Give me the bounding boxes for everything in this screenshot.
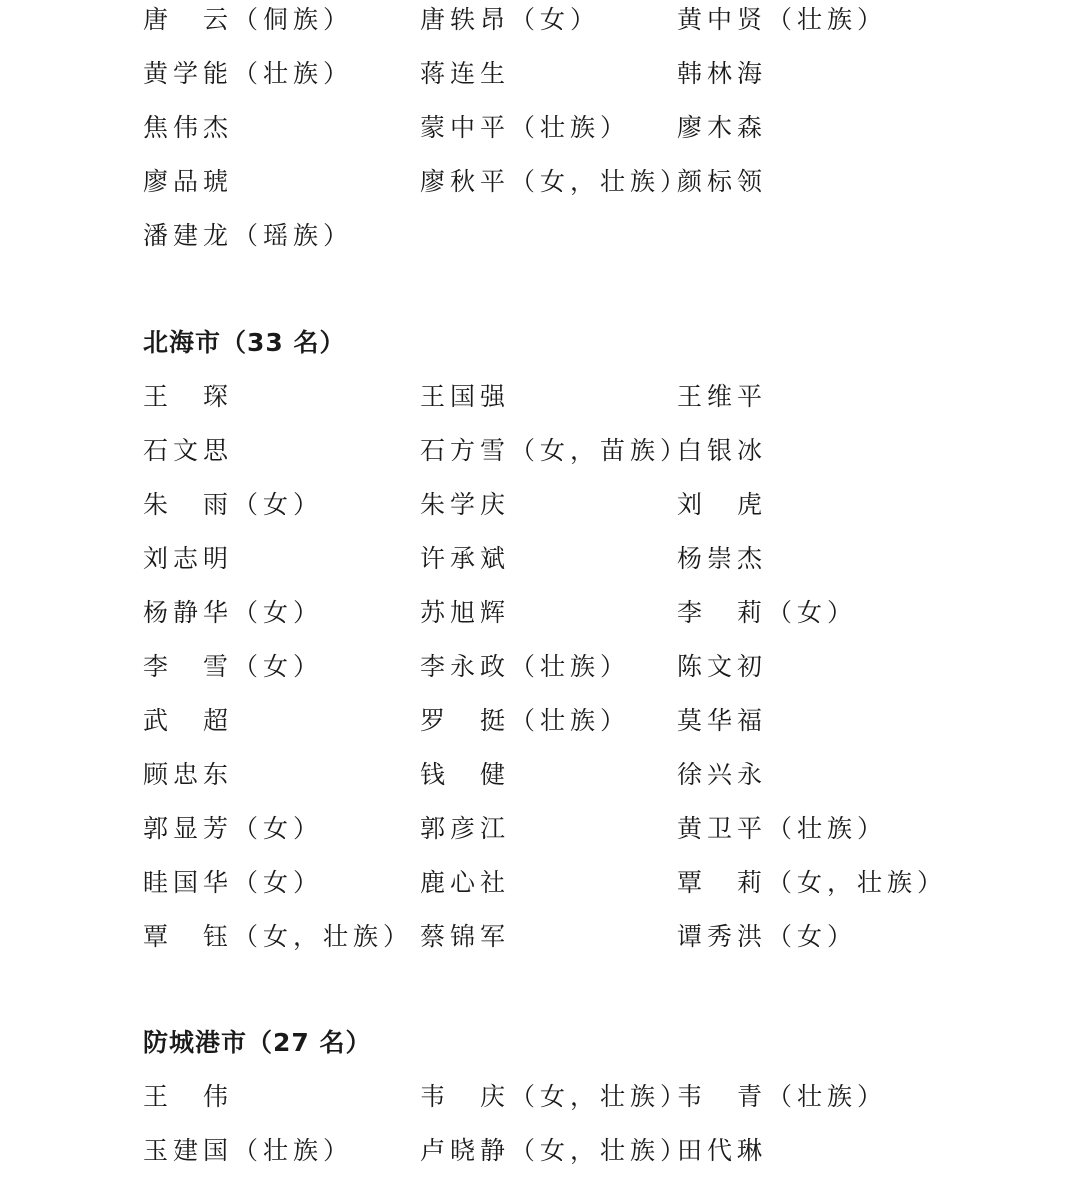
name-entry: 蒋连生 xyxy=(420,59,511,88)
name-row xyxy=(0,485,1080,539)
name-entry: 廖木森 xyxy=(677,113,768,142)
name-entry: 蔡锦军 xyxy=(420,922,511,951)
name-entry: 武 超 xyxy=(143,706,234,735)
name-entry: 徐兴永 xyxy=(677,760,768,789)
name-entry: 焦伟杰 xyxy=(143,113,234,142)
name-entry: 刘 虎 xyxy=(677,490,768,519)
section-heading: 防城港市（27 名） xyxy=(143,1028,372,1057)
name-entry: 唐轶昂（女） xyxy=(420,5,601,34)
name-entry: 覃 钰（女，壮族） xyxy=(143,922,414,951)
name-entry: 卢晓静（女，壮族） xyxy=(420,1136,691,1165)
name-entry: 罗 挺（壮族） xyxy=(420,706,631,735)
name-entry: 潘建龙（瑶族） xyxy=(143,221,354,250)
name-entry: 刘志明 xyxy=(143,544,234,573)
name-row xyxy=(0,0,1080,54)
name-entry: 许承斌 xyxy=(420,544,511,573)
name-entry: 韦 庆（女，壮族） xyxy=(420,1082,691,1111)
name-entry: 杨静华（女） xyxy=(143,598,324,627)
name-row xyxy=(0,593,1080,647)
name-entry: 王 伟 xyxy=(143,1082,234,1111)
name-entry: 王国强 xyxy=(420,382,511,411)
name-entry: 杨崇杰 xyxy=(677,544,768,573)
name-entry: 李 雪（女） xyxy=(143,652,324,681)
name-entry: 鹿心社 xyxy=(420,868,511,897)
name-entry: 谭秀洪（女） xyxy=(677,922,858,951)
name-row xyxy=(0,377,1080,431)
name-row xyxy=(0,809,1080,863)
name-entry: 朱 雨（女） xyxy=(143,490,324,519)
name-entry: 颜标领 xyxy=(677,167,768,196)
name-entry: 王 琛 xyxy=(143,382,234,411)
name-entry: 韩林海 xyxy=(677,59,768,88)
name-entry: 黄中贤（壮族） xyxy=(677,5,888,34)
name-row xyxy=(0,701,1080,755)
name-row xyxy=(0,647,1080,701)
name-entry: 白银冰 xyxy=(677,436,768,465)
name-entry: 王维平 xyxy=(677,382,768,411)
name-entry: 廖秋平（女，壮族） xyxy=(420,167,691,196)
name-entry: 李永政（壮族） xyxy=(420,652,631,681)
name-entry: 莫华福 xyxy=(677,706,768,735)
name-entry: 朱学庆 xyxy=(420,490,511,519)
name-entry: 苏旭辉 xyxy=(420,598,511,627)
name-entry: 石方雪（女，苗族） xyxy=(420,436,691,465)
name-entry: 郭显芳（女） xyxy=(143,814,324,843)
name-entry: 石文思 xyxy=(143,436,234,465)
name-row xyxy=(0,755,1080,809)
name-entry: 郭彦江 xyxy=(420,814,511,843)
name-entry: 李 莉（女） xyxy=(677,598,858,627)
name-entry: 黄学能（壮族） xyxy=(143,59,354,88)
name-entry: 韦 青（壮族） xyxy=(677,1082,888,1111)
name-row xyxy=(0,539,1080,593)
name-entry: 田代琳 xyxy=(677,1136,768,1165)
name-entry: 眭国华（女） xyxy=(143,868,324,897)
name-entry: 黄卫平（壮族） xyxy=(677,814,888,843)
name-entry: 唐 云（侗族） xyxy=(143,5,354,34)
name-row xyxy=(0,216,1080,270)
name-row xyxy=(0,1131,1080,1185)
name-entry: 钱 健 xyxy=(420,760,511,789)
name-entry: 陈文初 xyxy=(677,652,768,681)
section-heading: 北海市（33 名） xyxy=(143,328,346,357)
name-entry: 廖品琥 xyxy=(143,167,234,196)
name-row xyxy=(0,162,1080,216)
name-entry: 玉建国（壮族） xyxy=(143,1136,354,1165)
name-entry: 顾忠东 xyxy=(143,760,234,789)
name-row xyxy=(0,431,1080,485)
name-row xyxy=(0,863,1080,917)
name-row xyxy=(0,108,1080,162)
name-row xyxy=(0,917,1080,971)
name-entry: 覃 莉（女，壮族） xyxy=(677,868,948,897)
name-row xyxy=(0,54,1080,108)
name-entry: 蒙中平（壮族） xyxy=(420,113,631,142)
name-row xyxy=(0,1077,1080,1131)
